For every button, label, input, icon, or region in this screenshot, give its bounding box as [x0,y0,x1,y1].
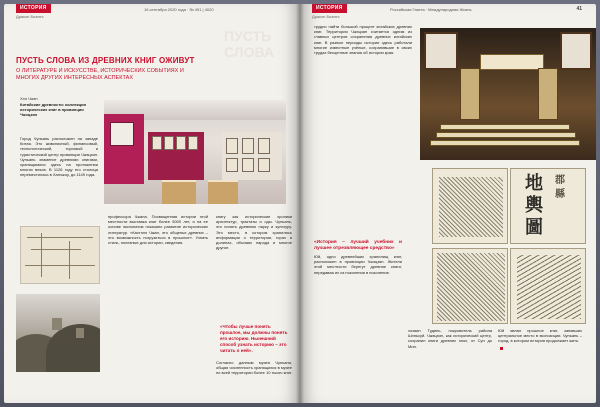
map-line [31,249,81,250]
article-column-low-1 [314,240,402,277]
article-column-3-tail [216,360,292,378]
map-line [27,237,93,238]
chinese-glyph: 輿 [525,195,543,216]
photo-book [226,138,238,154]
photo-display-case [162,180,196,204]
photo-book [242,158,254,172]
section-tag: ИСТОРИЯ [16,4,51,13]
photo-frame [110,122,134,146]
article-subheadline: О ЛИТЕРАТУРЕ И ИСКУССТВЕ, ИСТОРИЧЕСКИХ СОБЫТИЯХ И МНОГИХ ДРУГИХ ИНТЕРЕСНЫХ АСПЕКТАХ [16,68,184,81]
illustration-hatching [517,255,581,319]
photo-tower [52,318,62,330]
illustration-hatching [437,253,505,321]
map-line [25,265,95,266]
article-column-low-2 [408,328,492,351]
ancient-books-photo [432,168,586,324]
column-text: Согласно данным музея Чуньаня, общая численность хранящихся в музее по всей территории более 10 тысяч книг. [216,360,292,376]
column-text: Город Чуньань расположен на западе Китая. Это живописный, финансовый, технологический, торговый и туристический центр провинции Чжэцзян. Чуньань знаменит древними книгами, хранящимися здесь на протяжении многих веков. В 1126 году его столица переместилась в Ханчжоу, до 1149 года. [20,136,98,178]
article-column-2 [108,214,208,247]
red-square-end-icon [500,347,503,350]
column-text: книгу как исторические хроники архитектур, трактаты и оды. Чуньань, это понять древнюю науку и культуру. Это место, в котором хранились информация о территории, горах и долинах, обычаях народа и многое другое. [216,214,292,251]
column-text: хозяин Тудинь, покровитель района Шэньсуй. Чжэцзян, как исторический центр, сохранил книги древних эпох, от Сун до Мин. [408,328,492,349]
rubric-label: Дракон Бизнес [312,14,340,19]
section-tag: ИСТОРИЯ [312,4,347,13]
photo-calligraphy-sign [480,54,544,70]
article-column-low-3 [498,328,582,351]
photo-window [560,32,592,70]
article-column-mid [314,24,412,57]
book-illustration-leaf [432,248,508,324]
photo-display-case [208,180,238,204]
column-text: профессора Чжана. Посвященная истории этой местности выставка книг более 5000 лет, и на ее основе экспонатов показано развитие исторических литератур. «Кастэлэ Чжан, это общенья древних – это возможность погрузиться в прошлое». Узнать стиль, полезные для истории, сведения. [108,214,208,246]
issue-line: Российская Газета · Международная Жизнь [390,7,472,12]
photo-book [226,158,238,172]
column-text: трудно найти большой процент китайских древних книг. Территория Чжэцзян считается одним из главных центров сохранения древних китайских книг. В разные периоды истории здесь работали многие известные учёные, сохранившие в своих трудах бесценные знания об истории края. [314,24,412,56]
book-illustration-leaf [510,248,586,324]
map-line [69,241,70,279]
article-headline: ПУСТЬ СЛОВА ИЗ ДРЕВНИХ КНИГ ОЖИВУТ [16,56,195,65]
magazine-spine [296,4,304,403]
photo-book [176,136,186,150]
photo-book [258,138,270,154]
illustration-hatching [439,177,503,237]
photo-window [424,32,458,70]
photo-book [242,138,254,154]
photo-pillar [460,68,480,120]
book-museum-photo [420,28,596,160]
chinese-glyph: 郡 [555,175,565,186]
photo-book-stack [440,124,570,130]
photo-pillar [538,68,558,120]
photo-book [164,136,174,150]
photo-book-stack [430,140,580,146]
great-wall-photo [16,294,100,372]
section-subheading: «История – лучший учебник и лучшее отрезвляющее средство» [314,240,402,251]
book-illustration-leaf [432,168,508,244]
column-text: Юй являл прошлое книг, занявших центральное место в экспозиции. Чуньань – город, в котором история продолжает жить. [498,328,582,344]
photo-tower [76,328,84,338]
page-number: 41 [576,6,582,12]
photo-hill [46,324,100,372]
book-title-leaf [510,168,586,244]
library-hall-photo [104,100,286,204]
chinese-glyph: 地 [525,173,543,194]
ancient-map-photo [20,226,100,284]
article-column-3 [216,214,292,252]
chinese-glyph: 圖 [525,217,543,238]
right-page [300,4,596,403]
issue-line: 16 сентября 2020 года · № 491 | 4020 [144,7,214,12]
column-text: Юй, одно древнейших хранилищ книг, расположен в провинции Чжэцзян. Жители этой местности берегут древние книги, передавая их из поколения в поколение. [314,254,402,275]
rubric-label: Дракон Бизнес [16,14,44,19]
photo-book [152,136,162,150]
photo-book-stack [436,132,576,138]
lede-text: Китайские древности: коллекция исторических книг в провинции Чжэцзян [20,102,86,117]
chinese-glyph: 縣 [555,189,565,200]
photo-book [188,136,198,150]
photo-book [258,158,270,172]
pull-quote: «Чтобы лучше понять прошлое, мы должны понять его историю. Нынешний способ узнать историю – это читать о ней». [220,324,288,353]
open-magazine [4,4,596,403]
ghost-title: ПУСТЬ СЛОВА [224,28,274,60]
left-page [4,4,300,403]
map-line [41,233,42,277]
byline: Хэн Чжэн [20,96,38,101]
article-column-1 [20,136,98,180]
